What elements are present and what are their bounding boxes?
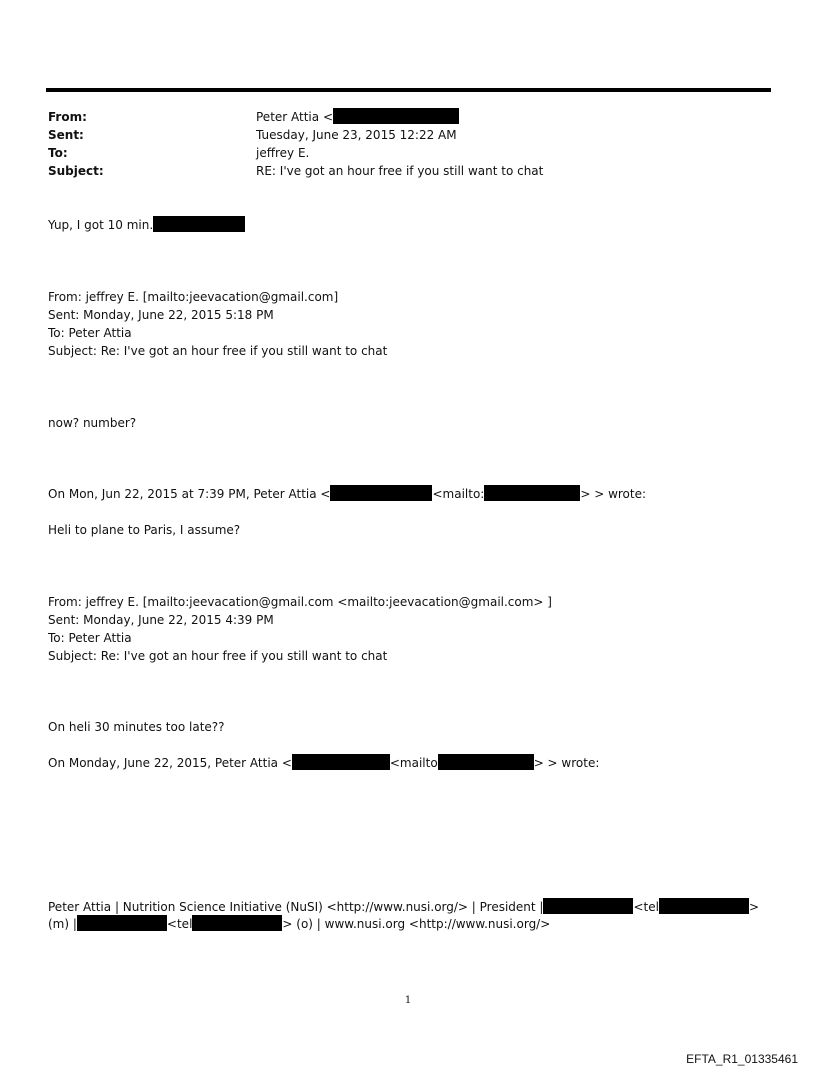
sent-label: Sent: (48, 128, 84, 142)
signature-line1 (48, 898, 759, 916)
attribution2 (48, 754, 599, 772)
signature-line2 (48, 915, 550, 933)
redaction-block (333, 108, 459, 124)
attribution1-suffix: > > wrote: (580, 487, 647, 501)
quote2-to: To: Peter Attia (48, 631, 132, 645)
signature-text: Peter Attia | Nutrition Science Initiative (NuSI) <http://www.nusi.org/> | President | (48, 900, 544, 914)
quote1-sent: Sent: Monday, June 22, 2015 5:18 PM (48, 308, 274, 322)
document-id: EFTA_R1_01335461 (686, 1052, 798, 1066)
redaction-block (77, 915, 167, 931)
signature-tel: <tel (633, 900, 659, 914)
subject-label: Subject: (48, 164, 104, 178)
from-value (256, 108, 459, 126)
redaction-block (659, 898, 749, 914)
to-value: jeffrey E. (256, 146, 310, 160)
signature-end: > (748, 900, 760, 914)
sent-value: Tuesday, June 23, 2015 12:22 AM (256, 128, 457, 142)
signature-line2-end: > (o) | www.nusi.org <http://www.nusi.org/> (282, 917, 551, 931)
attribution2-mailto: <mailto (389, 756, 438, 770)
quote1-from: From: jeffrey E. [mailto:jeevacation@gmail.com] (48, 290, 339, 304)
quote2-body2: On heli 30 minutes too late?? (48, 720, 225, 734)
redaction-block (153, 216, 245, 232)
attribution2-prefix: On Monday, June 22, 2015, Peter Attia < (48, 756, 292, 770)
to-label: To: (48, 146, 68, 160)
redaction-block (292, 754, 390, 770)
signature-line2-start: (m) | (48, 917, 77, 931)
attribution2-suffix: > > wrote: (533, 756, 600, 770)
quote1-subject: Subject: Re: I've got an hour free if you still want to chat (48, 344, 388, 358)
redaction-block (543, 898, 633, 914)
attribution1-mailto: <mailto: (432, 487, 485, 501)
subject-value: RE: I've got an hour free if you still want to chat (256, 164, 544, 178)
signature-line2-tel: <tel (166, 917, 193, 931)
header-rule (46, 88, 771, 92)
attribution1-prefix: On Mon, Jun 22, 2015 at 7:39 PM, Peter Attia < (48, 487, 331, 501)
reply-text (48, 216, 245, 234)
quote2-subject: Subject: Re: I've got an hour free if you still want to chat (48, 649, 388, 663)
quote2-from: From: jeffrey E. [mailto:jeevacation@gmail.com <mailto:jeevacation@gmail.com> ] (48, 595, 552, 609)
from-name: Peter Attia < (256, 110, 333, 124)
quote1-body: now? number? (48, 416, 137, 430)
attribution1 (48, 485, 646, 503)
quote2-sent: Sent: Monday, June 22, 2015 4:39 PM (48, 613, 274, 627)
redaction-block (330, 485, 432, 501)
quote2-body: Heli to plane to Paris, I assume? (48, 523, 241, 537)
redaction-block (192, 915, 282, 931)
from-label: From: (48, 110, 87, 124)
reply-body: Yup, I got 10 min. (48, 218, 154, 232)
quote1-to: To: Peter Attia (48, 326, 132, 340)
redaction-block (484, 485, 580, 501)
page-number: 1 (404, 995, 412, 1006)
redaction-block (438, 754, 534, 770)
